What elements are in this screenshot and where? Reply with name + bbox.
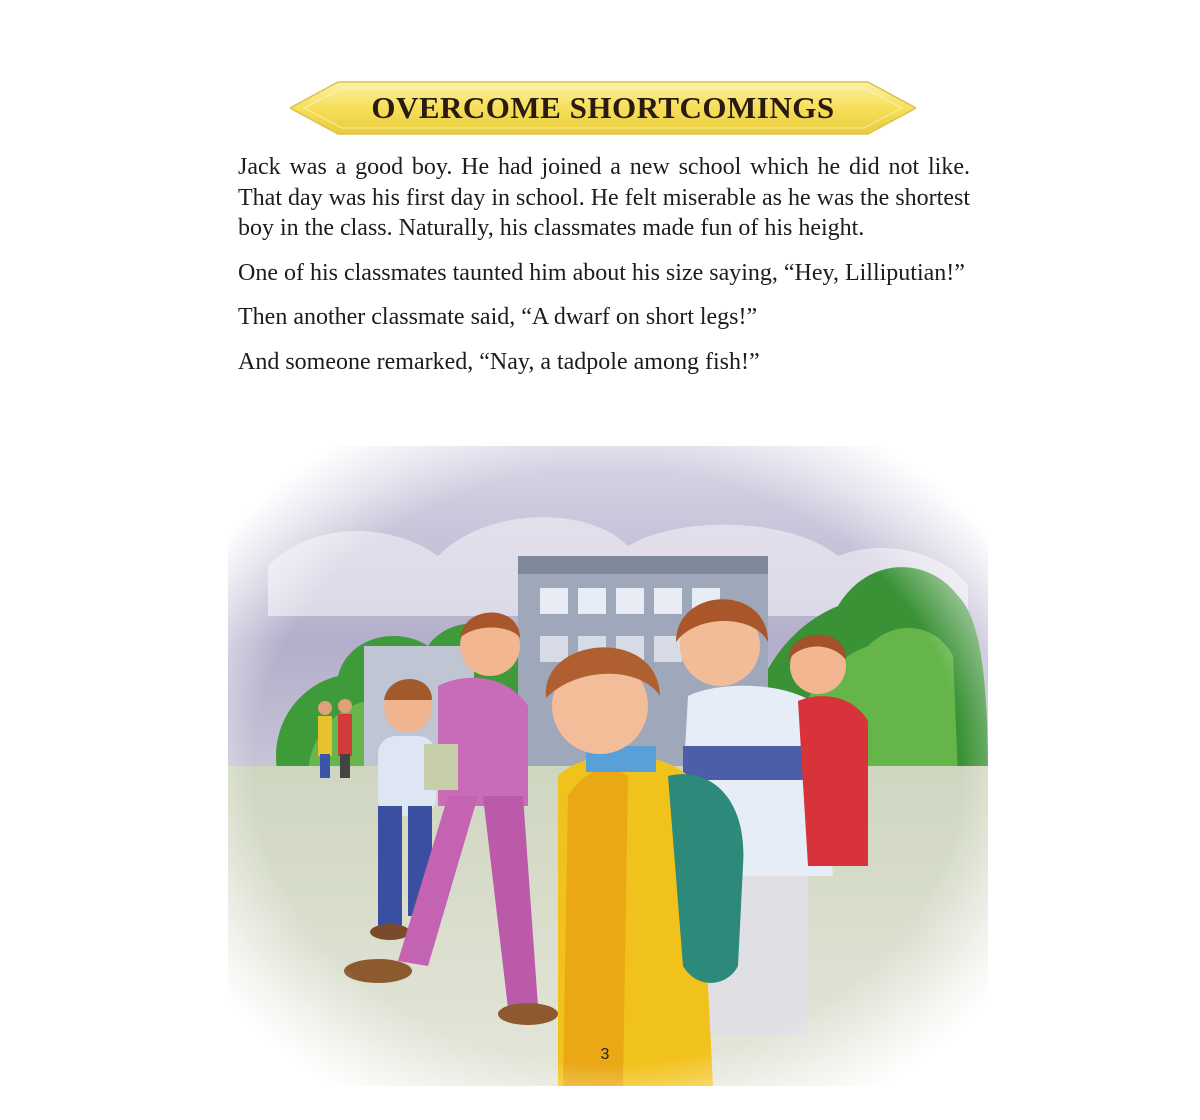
story-text [238,152,970,391]
paragraph: Jack was a good boy. He had joined a new school which he did not like. That day was his first day in school. He felt miserable as he was the shortest boy in the class. Naturally, his classmates made fun of his height. [238,154,970,241]
paragraph: Then another classmate said, “A dwarf on short legs!” [238,304,758,330]
illustration-svg [228,446,988,1086]
paragraph: And someone remarked, “Nay, a tadpole among fish!” [238,348,760,375]
title-banner [290,80,916,136]
paragraph: One of his classmates taunted him about his size saying, “Hey, Lilliputian!” [238,259,965,286]
story-illustration [228,446,988,1086]
page-title: OVERCOME SHORTCOMINGS [371,90,835,125]
vignette [228,446,988,1086]
page-number: 3 [600,1046,610,1063]
